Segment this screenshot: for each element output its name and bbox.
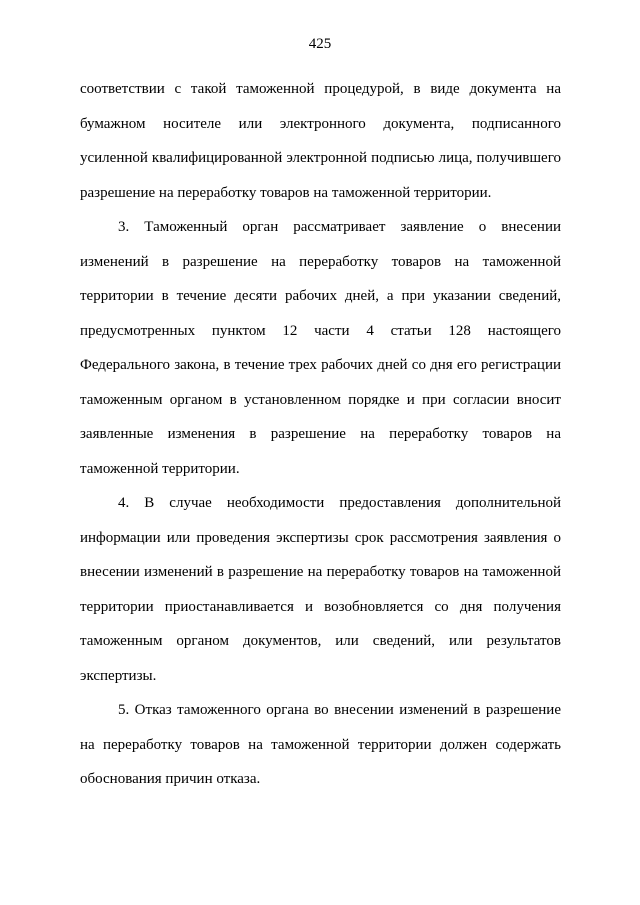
paragraph-4: 4. В случае необходимости предоставления дополнительной информации или проведения экспертизы срок рассмотрения заявления о внесении изменений в разрешение на переработку товаров на таможенной территории приостанавливается и возобновляется со дня получения таможенным органом документов, или сведений, или результатов экспертизы. bbox=[80, 495, 561, 684]
paragraph-5: 5. Отказ таможенного органа во внесении изменений в разрешение на переработку товаров на таможенной территории должен содержать обоснования причин отказа. bbox=[80, 702, 561, 787]
paragraph-continuation: соответствии с такой таможенной процедурой, в виде документа на бумажном носителе или электронного документа, подписанного усиленной квалифицированной электронной подписью лица, получившего разрешение на переработку товаров на таможенной территории. bbox=[80, 81, 561, 201]
page-number: 425 bbox=[308, 36, 332, 52]
paragraph-3: 3. Таможенный орган рассматривает заявление о внесении изменений в разрешение на переработку товаров на таможенной территории в течение десяти рабочих дней, а при указании сведений, предусмотренных пунктом 12 части 4 статьи 128 настоящего Федерального закона, в течение трех рабочих дней со дня его регистрации таможенным органом в установленном порядке и при согласии вносит заявленные изменения в разрешение на переработку товаров на таможенной территории. bbox=[80, 219, 561, 477]
document-body bbox=[80, 72, 561, 797]
